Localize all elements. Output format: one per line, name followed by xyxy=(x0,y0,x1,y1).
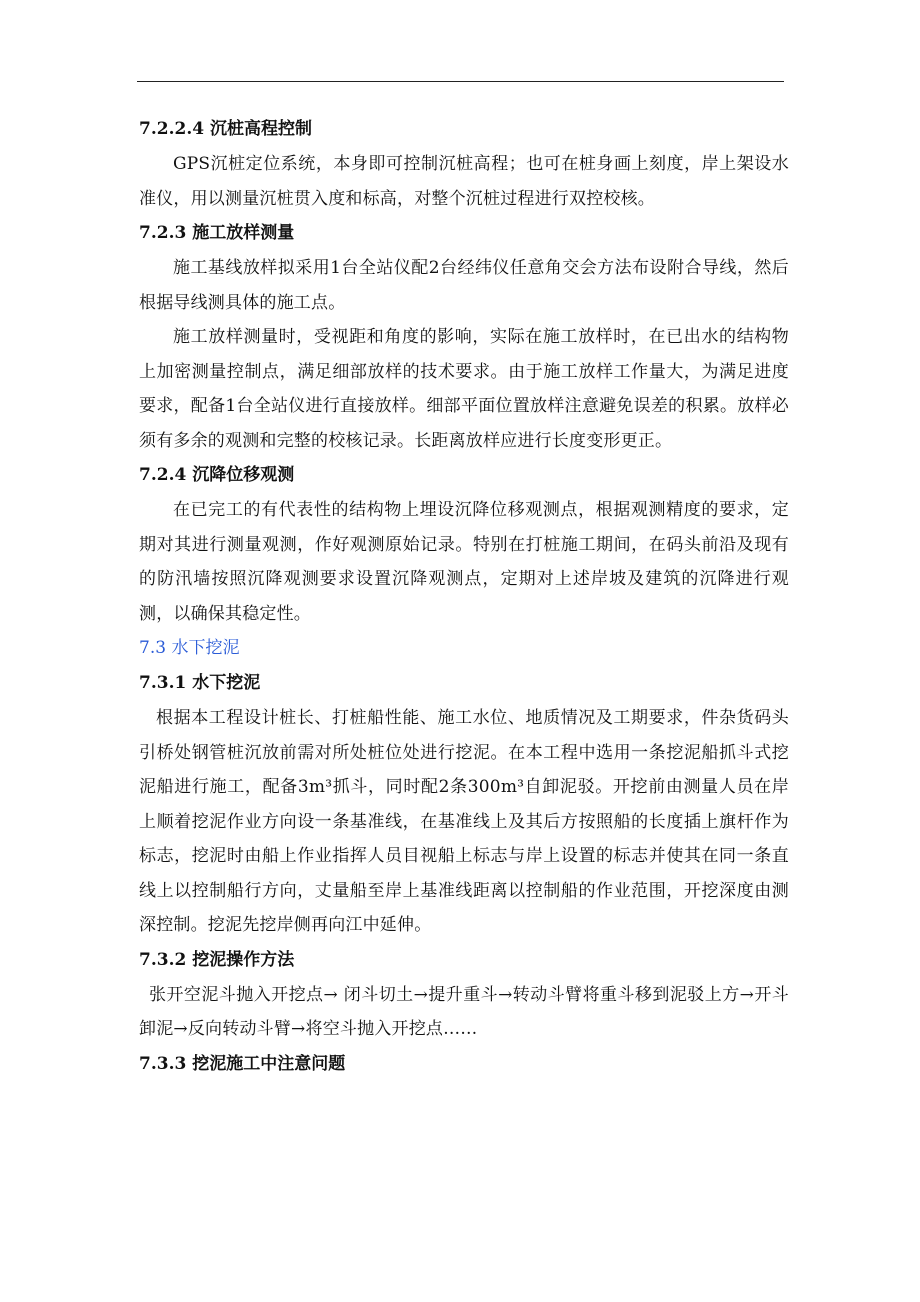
heading-7-3-3: 7.3.3 挖泥施工中注意问题 xyxy=(139,1053,346,1074)
heading-7-2-3: 7.2.3 施工放样测量 xyxy=(139,223,295,243)
paragraph: GPS沉桩定位系统，本身即可控制沉桩高程；也可在桩身画上刻度，岸上架设水准仪，用以测量沉桩贯入度和标高，对整个沉桩过程进行双控校核。 xyxy=(139,154,789,209)
paragraph: 在已完工的有代表性的结构物上埋设沉降位移观测点，根据观测精度的要求，定期对其进行测量观测，作好观测原始记录。特别在打桩施工期间，在码头前沿及现有的防汛墙按照沉降观测要求设置沉降观测点，定期对上述岸坡及建筑的沉降进行观测，以确保其稳定性。 xyxy=(139,500,789,624)
heading-7-3-2: 7.3.2 挖泥操作方法 xyxy=(139,949,295,970)
process-flow: 张开空泥斗抛入开挖点→ 闭斗切土→提升重斗→转动斗臂将重斗移到泥驳上方→开斗卸泥→反向转动斗臂→将空斗抛入开挖点…… xyxy=(139,984,789,1039)
paragraph: 施工基线放样拟采用1台全站仪配2台经纬仪任意角交会方法布设附合导线，然后根据导线测具体的施工点。 xyxy=(139,258,789,313)
heading-7-3: 7.3 水下挖泥 xyxy=(139,638,240,658)
heading-7-2-4: 7.2.4 沉降位移观测 xyxy=(139,465,295,485)
heading-7-3-1: 7.3.1 水下挖泥 xyxy=(139,673,261,693)
heading-7-2-2-4: 7.2.2.4 沉桩高程控制 xyxy=(139,119,312,139)
paragraph: 根据本工程设计桩长、打桩船性能、施工水位、地质情况及工期要求，件杂货码头引桥处钢管桩沉放前需对所处桩位处进行挖泥。在本工程中选用一条挖泥船抓斗式挖泥船进行施工，配备3m³抓斗，同时配2条300m³自卸泥驳。开挖前由测量人员在岸上顺着挖泥作业方向设一条基准线，在基准线上及其后方按照船的长度插上旗杆作为标志，挖泥时由船上作业指挥人员目视船上标志与岸上设置的标志并使其在同一条直线上以控制船行方向，丈量船至岸上基准线距离以控制船的作业范围，开挖深度由测深控制。挖泥先挖岸侧再向江中延伸。 xyxy=(139,708,789,935)
document-body xyxy=(139,112,789,1082)
header-rule xyxy=(137,81,784,82)
paragraph: 施工放样测量时，受视距和角度的影响，实际在施工放样时，在已出水的结构物上加密测量控制点，满足细部放样的技术要求。由于施工放样工作量大，为满足进度要求，配备1台全站仪进行直接放样。细部平面位置放样注意避免误差的积累。放样必须有多余的观测和完整的校核记录。长距离放样应进行长度变形更正。 xyxy=(139,327,789,451)
